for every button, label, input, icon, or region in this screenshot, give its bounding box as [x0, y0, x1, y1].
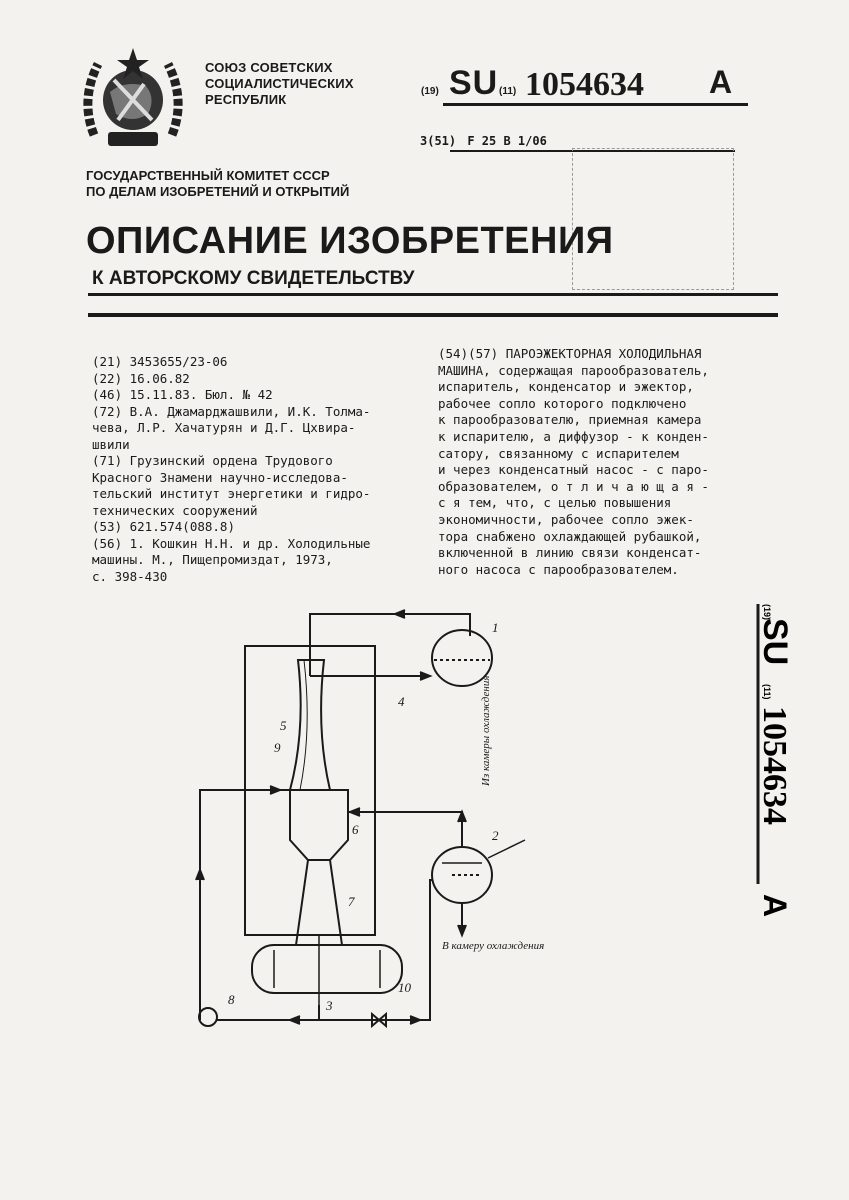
biblio-line: (22) 16.06.82 [92, 370, 190, 386]
code-11: (11) [499, 86, 517, 97]
side-patent-number [740, 604, 810, 934]
diffuser [296, 860, 342, 945]
abstract-line: тора снабжено охлаждающей рубашкой, [438, 528, 702, 544]
receiving-chamber [290, 790, 348, 860]
evaporator [432, 847, 492, 903]
biblio-line: (46) 15.11.83. Бюл. № 42 [92, 387, 273, 402]
abstract [438, 346, 758, 578]
biblio-line: Красного Знамени научно-исследова- [92, 469, 348, 485]
side-country: SU [756, 618, 794, 666]
biblio-line: швили [92, 436, 130, 452]
label-2: 2 [492, 828, 499, 843]
label-7: 7 [348, 894, 355, 909]
label-9: 9 [274, 740, 281, 755]
ipc-classification [420, 134, 547, 148]
ussr-emblem [74, 40, 192, 158]
org-line: СОЮЗ СОВЕТСКИХ [205, 60, 333, 75]
abstract-line: ного насоса с парообразователем. [438, 561, 679, 577]
abstract-line: к испарителю, а диффузор - к конден- [438, 428, 709, 444]
pipe-evaporator-chamber [348, 812, 462, 847]
label-6: 6 [352, 822, 359, 837]
biblio-line: машины. М., Пищепромиздат, 1973, [92, 552, 333, 567]
biblio-line: (21) 3453655/23-06 [92, 354, 228, 369]
org-line: РЕСПУБЛИК [205, 92, 287, 107]
label-5: 5 [280, 718, 287, 733]
abstract-line: МАШИНА, содержащая парообразователь, [438, 362, 709, 378]
abstract-line: образователем, о т л и ч а ю щ а я - [438, 478, 709, 494]
label-10: 10 [398, 980, 411, 995]
biblio-line: чева, Л.Р. Хачатурян и Д.Г. Цхвира- [92, 420, 356, 435]
label-3: 3 [326, 998, 333, 1013]
side-code-19: (19) [762, 604, 772, 621]
working-nozzle [290, 660, 330, 790]
committee-name [86, 168, 349, 200]
country-code: SU [449, 64, 499, 102]
biblio-line: с. 398-430 [92, 568, 168, 584]
ipc-value: F 25 B 1/06 [467, 134, 547, 148]
side-kind: A [757, 894, 793, 918]
pipe-condenser-evaporator [216, 880, 432, 1020]
ejector-refrigeration-diagram [180, 590, 545, 1050]
label-4: 4 [398, 694, 405, 709]
biblio-line: (53) 621.574(088.8) [92, 519, 235, 534]
abstract-line: экономичности, рабочее сопло эжек- [438, 511, 694, 527]
biblio-line: технических сооружений [92, 502, 258, 518]
biblio-line: (71) Грузинский ордена Трудового [92, 453, 333, 468]
label-1: 1 [492, 620, 499, 635]
label-to-chamber: В камеру охлаждения [442, 940, 545, 952]
underline [443, 103, 748, 106]
kind-code: A [709, 64, 733, 100]
abstract-line: (54)(57) ПАРОЭЖЕКТОРНАЯ ХОЛОДИЛЬНАЯ [438, 346, 702, 361]
document-title: ОПИСАНИЕ ИЗОБРЕТЕНИЯ [86, 220, 614, 262]
biblio-line: тельский институт энергетики и гидро- [92, 486, 371, 501]
side-code-11: (11) [762, 684, 772, 700]
patent-number: 1054634 [525, 66, 644, 103]
abstract-line: сатору, связанному с испарителем [438, 445, 679, 461]
biblio-line: (56) 1. Кошкин Н.Н. и др. Холодильные [92, 535, 371, 551]
bibliographic-data [92, 354, 412, 585]
abstract-line: испаритель, конденсатор и эжектор, [438, 379, 694, 395]
condensate-pump [199, 1008, 217, 1026]
org-line: СОЦИАЛИСТИЧЕСКИХ [205, 76, 354, 91]
ipc-code-label: 3(51) [420, 134, 457, 148]
committee-line: ГОСУДАРСТВЕННЫЙ КОМИТЕТ СССР [86, 168, 330, 183]
committee-line: ПО ДЕЛАМ ИЗОБРЕТЕНИЙ И ОТКРЫТИЙ [86, 184, 350, 199]
document-subtitle: К АВТОРСКОМУ СВИДЕТЕЛЬСТВУ [92, 268, 415, 289]
organization-name [205, 60, 354, 108]
biblio-line: (72) В.А. Джамарджашвили, И.К. Толма- [92, 403, 371, 419]
abstract-line: рабочее сопло которого подключено [438, 395, 687, 411]
label-from-chamber: Из камеры охлаждения [480, 675, 492, 786]
code-19: (19) [421, 86, 439, 97]
abstract-line: включенной в линию связи конденсат- [438, 545, 702, 561]
divider [88, 293, 778, 296]
patent-number-block [415, 64, 745, 106]
abstract-line: к парообразователю, приемная камера [438, 412, 702, 428]
label-8: 8 [228, 992, 235, 1007]
divider-thick [88, 313, 778, 317]
abstract-line: с я тем, что, с целью повышения [438, 495, 672, 511]
abstract-line: и через конденсатный насос - с паро- [438, 462, 709, 478]
side-number: 1054634 [756, 706, 793, 825]
library-stamp [572, 148, 734, 290]
